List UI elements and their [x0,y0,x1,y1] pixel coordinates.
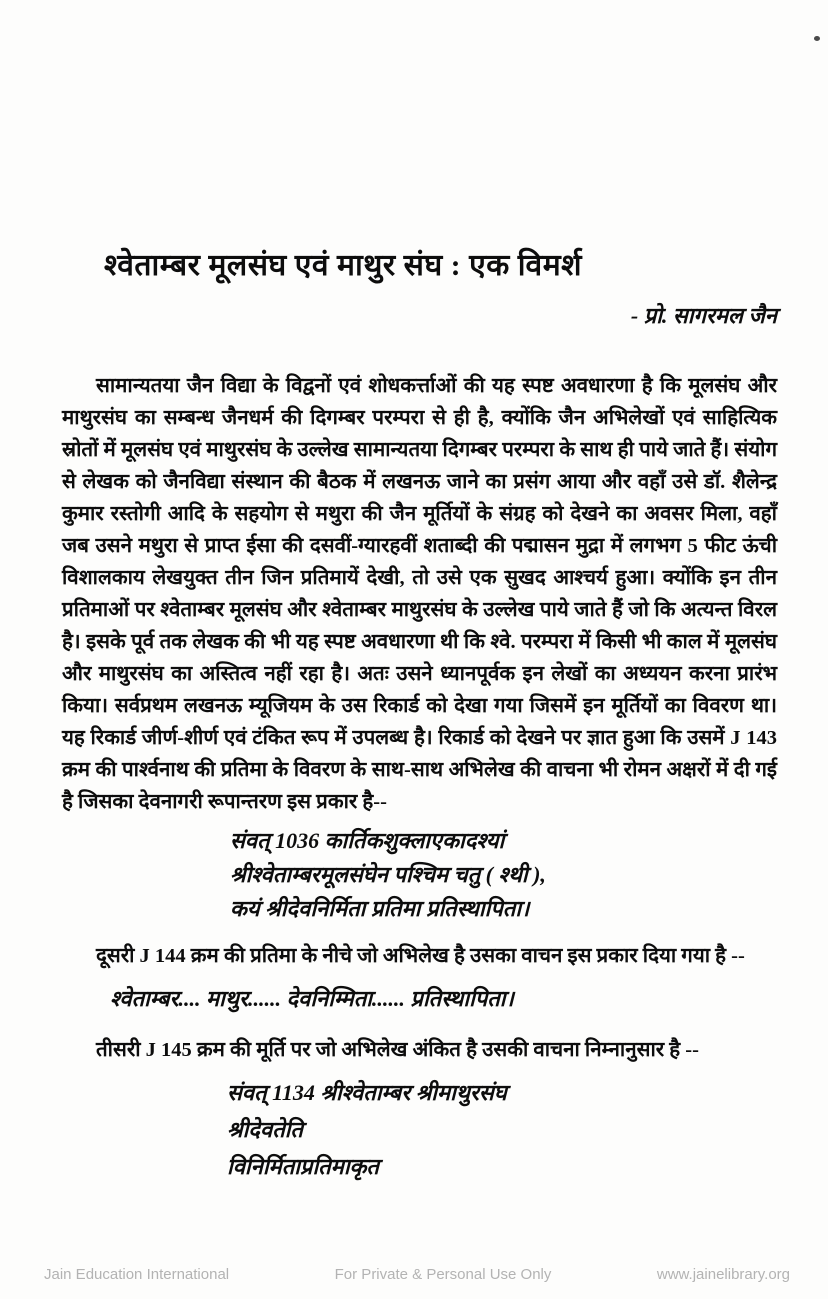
paragraph-second-image: दूसरी J 144 क्रम की प्रतिमा के नीचे जो अभिलेख है उसका वाचन इस प्रकार दिया गया है -- [96,945,745,967]
page-content [62,0,777,1185]
inscription-line: श्रीदेवतेति [227,1117,303,1142]
inscription-line: कयं श्रीदेवनिर्मिता प्रतिमा प्रतिस्थापिता। [230,896,530,921]
page-footer [44,1266,790,1283]
inscription-line: श्रीश्वेताम्बरमूलसंघेन पश्चिम चतु ( श्थी ), [230,862,546,887]
footer-publisher: Jain Education International [44,1266,230,1283]
paragraph-third-image: तीसरी J 145 क्रम की मूर्ति पर जो अभिलेख अंकित है उसकी वाचना निम्नानुसार है -- [96,1039,699,1061]
scan-artifact-speck [814,36,820,41]
inscription-quote-j144: श्वेताम्बर.... माथुर...... देवनिम्मिता...... प्रतिस्थापिता। [110,986,514,1011]
article-title: श्वेताम्बर मूलसंघ एवं माथुर संघ : एक विमर्श [104,249,583,282]
paragraph-intro: सामान्यतया जैन विद्या के विद्वनों एवं शोधकर्त्ताओं की यह स्पष्ट अवधारणा है कि मूलसंघ और माथुरसंघ का सम्बन्ध जैनधर्म की दिगम्बर परम्परा से ही है, क्योंकि जैन अभिलेखों एवं साहित्यिक स्रोतों में मूलसंघ एवं माथुरसंघ के उल्लेख सामान्यतया दिगम्बर परम्परा के साथ ही पाये जाते हैं। संयोग से लेखक को जैनविद्या संस्थान की बैठक में लखनऊ जाने का प्रसंग आया और वहाँ उसे डॉ. शैलेन्द्र कुमार रस्तोगी आदि के सहयोग से मथुरा की जैन मूर्तियों के संग्रह को देखने का अवसर मिला, वहाँ जब उसने मथुरा से प्राप्त ईसा की दसवीं-ग्यारहवीं शताब्दी की पद्मासन मुद्रा में लगभग 5 फीट ऊंची विशालकाय लेखयुक्त तीन जिन प्रतिमायें देखी, तो उसे एक सुखद आश्चर्य हुआ। क्योंकि इन तीन प्रतिमाओं पर श्वेताम्बर मूलसंघ और श्वेताम्बर माथुरसंघ के उल्लेख पाये जाते हैं जो कि अत्यन्त विरल है। इसके पूर्व तक लेखक की भी यह स्पष्ट अवधारणा थी कि श्वे. परम्परा में किसी भी काल में मूलसंघ और माथुरसंघ का अस्तित्व नहीं रहा है। अतः उसने ध्यानपूर्वक इन लेखों का अध्ययन करना प्रारंभ किया। सर्वप्रथम लखनऊ म्यूजियम के उस रिकार्ड को देखा गया जिसमें इन मूर्तियों का विवरण था। यह रिकार्ड जीर्ण-शीर्ण एवं टंकित रूप में उपलब्ध है। रिकार्ड को देखने पर ज्ञात हुआ कि उसमें J 143 क्रम की पार्श्वनाथ की प्रतिमा के विवरण के साथ-साथ अभिलेख की वाचना भी रोमन अक्षरों में दी गई है जिसका देवनागरी रूपान्तरण इस प्रकार है-- [62,375,777,813]
author-byline: - प्रो. सागरमल जैन [630,303,777,328]
inscription-line: संवत् 1036 कार्तिकशुक्लाएकादश्यां [230,828,505,853]
inscription-line: विनिर्मिताप्रतिमाकृत [227,1154,379,1179]
footer-website: www.jainelibrary.org [656,1266,790,1283]
inscription-quote-j143 [230,824,777,926]
inscription-line: संवत् 1134 श्रीश्वेताम्बर श्रीमाथुरसंघ [227,1080,507,1105]
inscription-quote-j145 [227,1074,777,1185]
footer-usage-notice: For Private & Personal Use Only [334,1266,552,1283]
